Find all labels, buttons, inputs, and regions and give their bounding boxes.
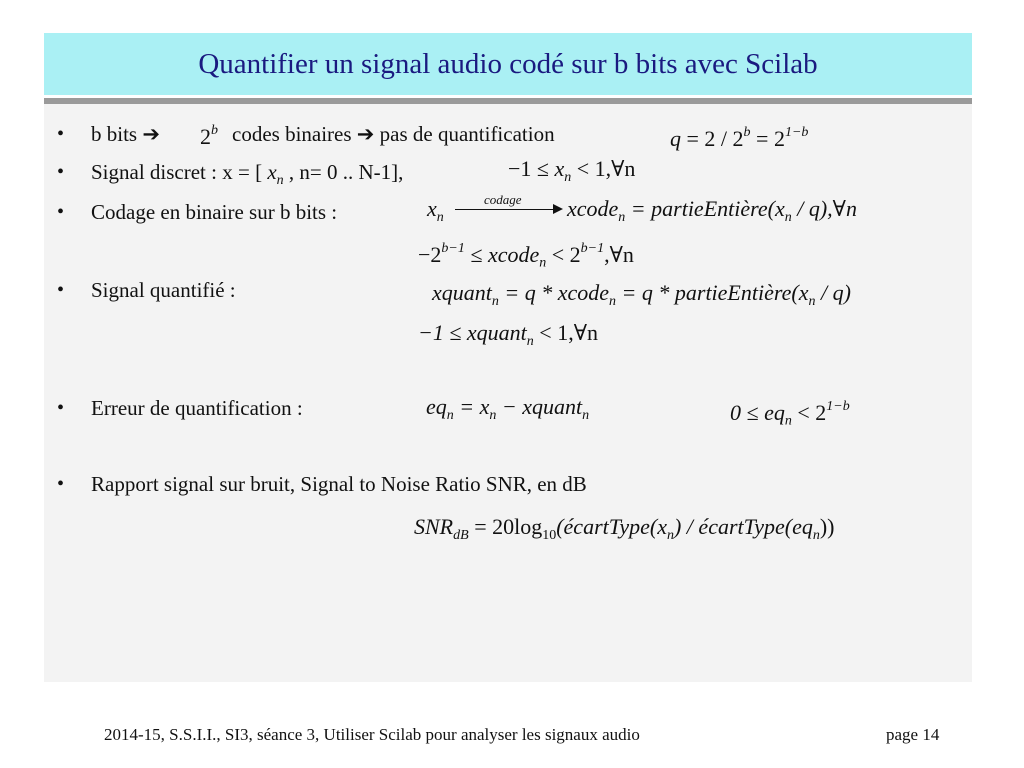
- bullet-marker: •: [57, 397, 65, 419]
- coding-formula: xcode$_n$ = $partieEntière(x_n$ / q),∀n: [567, 196, 857, 225]
- bullet-marker: •: [57, 279, 65, 301]
- bullet-5-lead: Erreur de quantification :: [91, 396, 303, 420]
- error-formula: $eq_n = x_n$ − xquant$_n$: [426, 394, 590, 423]
- bullet-1-lead: b bits ➔: [91, 122, 160, 146]
- codage-label: codage: [484, 192, 522, 207]
- bullet-6-lead: Rapport signal sur bruit, Signal to Noise Ratio SNR, en dB: [91, 472, 587, 496]
- coding-source: $x_n$: [427, 196, 444, 225]
- bullet-4-lead: Signal quantifié :: [91, 278, 236, 302]
- error-bounds: $0 \le eq_n < 2^{1-b}$: [730, 399, 850, 429]
- bullet-marker: •: [57, 201, 65, 223]
- snr-formula: $SNR_{dB}$ = $20\log_{10}(écartType(x_n)$ / $écartType(eq_n)$): [414, 514, 835, 543]
- codage-arrow-line: [455, 209, 555, 210]
- footer-course-info: 2014-15, S.S.I.I., SI3, séance 3, Utiliser Scilab pour analyser les signaux audio: [104, 725, 640, 744]
- power-two-b: 2$^b$: [200, 123, 218, 149]
- quantized-formula: xquant$_n$ = q * xcode$_n$ = q * $partieEntière(x_n / q)$: [432, 280, 851, 309]
- slide-title-text: Quantifier un signal audio codé sur b bits avec Scilab: [198, 47, 818, 80]
- bullet-marker: •: [57, 473, 65, 495]
- bullet-1-mid: codes binaires ➔ pas de quantification: [232, 122, 555, 146]
- formula-step: $q = 2 / 2^b = 2^{1-b}$: [670, 125, 809, 151]
- bullet-marker: •: [57, 161, 65, 183]
- xquant-bounds: −1 ≤ xquant$_n$ < 1,∀n: [418, 320, 598, 349]
- bullet-3-lead: Codage en binaire sur b bits :: [91, 200, 338, 224]
- bullet-marker: •: [57, 123, 65, 145]
- signal-bounds: $-1 \le x_n$ < 1,∀n: [508, 156, 636, 185]
- slide-title: [44, 33, 972, 95]
- bullet-2-lead: Signal discret : x = [ $x_n$ , n= 0 .. N-1],: [91, 160, 404, 188]
- codage-arrow-head: [553, 204, 563, 214]
- footer-page-number: page 14: [886, 725, 940, 744]
- xcode-bounds: $-2^{b-1}$ ≤ xcode$_n$ < $2^{b-1},\forall n$: [418, 241, 634, 271]
